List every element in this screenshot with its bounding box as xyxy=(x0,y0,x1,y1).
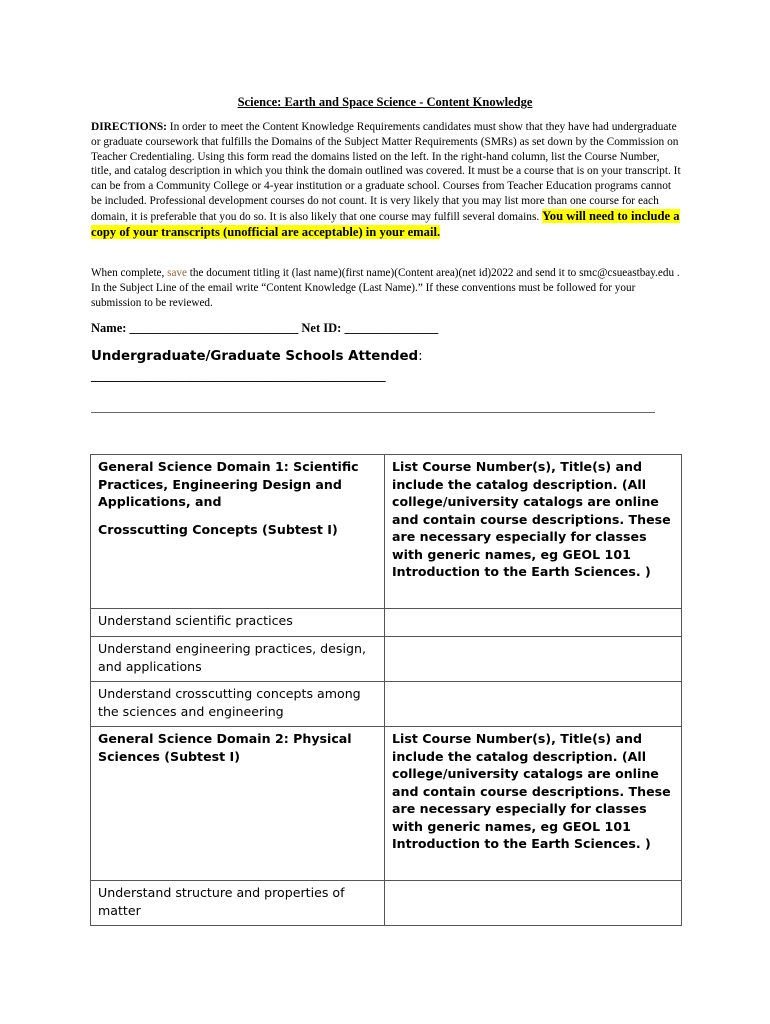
schools-attended-section xyxy=(91,347,691,385)
domain-1-row-3-label: Understand crosscutting concepts among the sciences and engineering xyxy=(98,686,361,719)
name-netid-line: Name: ___________________________ Net ID: _______________ xyxy=(91,321,439,335)
domains-table xyxy=(90,454,682,926)
table-row xyxy=(91,455,682,609)
transcript-requirement-highlight: You will need to include a copy of your transcripts (unofficial are acceptable) in your email. xyxy=(91,208,680,239)
domain-1-row-1-course-entry[interactable] xyxy=(385,609,682,637)
schools-attended-label: Undergraduate/Graduate Schools Attended xyxy=(91,349,419,364)
domain-1-row-3-label-cell xyxy=(91,682,385,727)
completion-instructions xyxy=(91,266,681,311)
table-row xyxy=(91,637,682,682)
domain-1-row-2-label: Understand engineering practices, design, and applications xyxy=(98,641,366,674)
completion-text-before: When complete, xyxy=(91,267,168,279)
domain-2-row-1-label: Understand structure and properties of matter xyxy=(98,885,345,918)
table-row xyxy=(91,727,682,881)
directions-paragraph xyxy=(91,120,681,240)
domain-1-instruction: List Course Number(s), Title(s) and include the catalog description. (All college/university catalogs are online and contain course descriptions. These are necessary especially for classes with generic names, eg GEOL 101 Introduction to the Earth Sciences. ) xyxy=(392,459,671,579)
domain-1-title-cell xyxy=(91,455,385,609)
page-title: Science: Earth and Space Science - Content Knowledge xyxy=(237,95,533,109)
schools-blank-line-2: ______________________________________________________________________________________________ xyxy=(91,400,655,414)
schools-blank-line-1: ____________________________________________ xyxy=(91,368,386,383)
domain-2-row-1-label-cell xyxy=(91,881,385,926)
domain-2-instruction-cell xyxy=(385,727,682,881)
domain-1-instruction-cell xyxy=(385,455,682,609)
domain-2-title-cell xyxy=(91,727,385,881)
domain-1-title: General Science Domain 1: Scientific Practices, Engineering Design and Applications, and xyxy=(98,459,359,509)
domain-1-row-1-label-cell xyxy=(91,609,385,637)
domain-1-row-1-label: Understand scientific practices xyxy=(98,613,293,628)
domain-2-title: General Science Domain 2: Physical Sciences (Subtest I) xyxy=(98,731,352,764)
table-row xyxy=(91,609,682,637)
schools-attended-colon: : xyxy=(418,349,423,364)
domain-1-row-2-course-entry[interactable] xyxy=(385,637,682,682)
domain-2-instruction: List Course Number(s), Title(s) and include the catalog description. (All college/university catalogs are online and contain course descriptions. These are necessary especially for classes with generic names, eg GEOL 101 Introduction to the Earth Sciences. ) xyxy=(392,731,671,851)
domain-1-row-3-course-entry[interactable] xyxy=(385,682,682,727)
table-row xyxy=(91,881,682,926)
directions-label: DIRECTIONS: xyxy=(91,121,167,133)
completion-text-after: the document titling it (last name)(first name)(Content area)(net id)2022 and send it to smc@csueastbay.edu . In the Subject Line of the email write “Content Knowledge (Last Name).” If these conventions must be followed for your submission to be reviewed. xyxy=(91,267,680,309)
domain-1-subtest: Crosscutting Concepts (Subtest I) xyxy=(98,521,338,537)
table-row xyxy=(91,682,682,727)
domain-2-row-1-course-entry[interactable] xyxy=(385,881,682,926)
domain-1-row-2-label-cell xyxy=(91,637,385,682)
save-word: save xyxy=(167,267,187,279)
directions-body: In order to meet the Content Knowledge Requirements candidates must show that they have had undergraduate or graduate coursework that fulfills the Domains of the Subject Matter Requirements (SMRs) as set down by the Commission on Teacher Credentialing. Using this form read the domains listed on the left. In the right-hand column, list the Course Number, title, and catalog description in which you think the domain outlined was covered. It must be a course that is on your transcript. It can be from a Community College or 4-year institution or a graduate school. Courses from Teacher Education programs cannot be included. Professional development courses do not count. It is very likely that you may list more than one course for each domain, it is preferable that you do so. It is also likely that one course may fulfill several domains. xyxy=(91,121,681,223)
